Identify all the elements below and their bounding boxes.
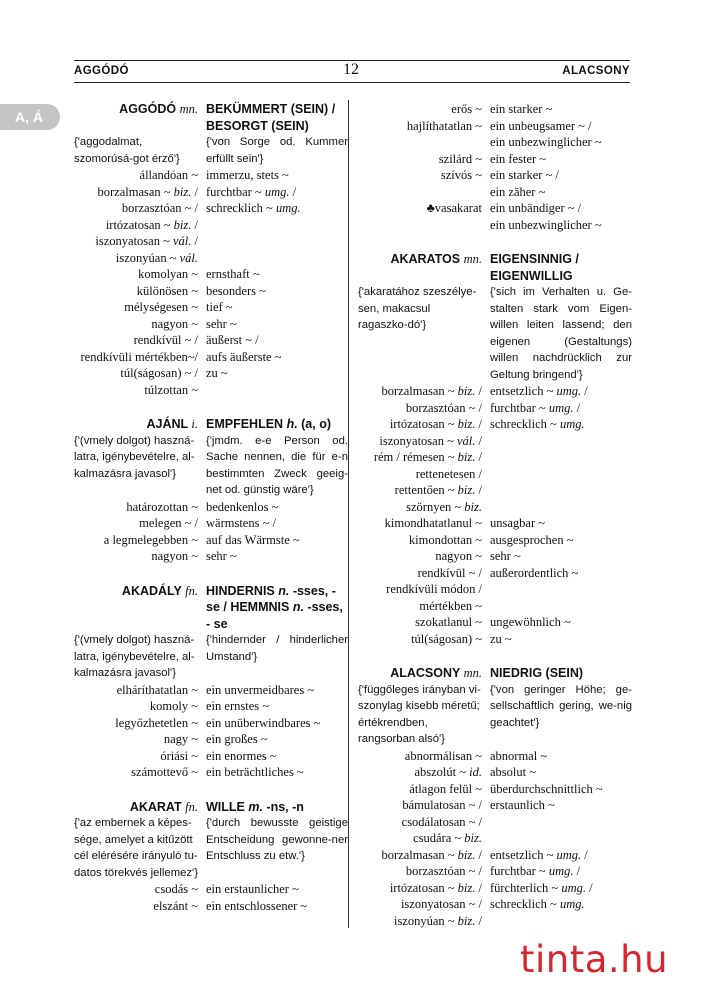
collocation-row (358, 764, 632, 781)
collocation-row (358, 101, 632, 118)
headword-de: EIGENSINNIG / EIGENWILLIG (490, 252, 579, 283)
collocation-row (74, 332, 348, 349)
part-of-speech: fn. (185, 583, 198, 598)
collocation-hu: elháríthatatlan ~ (116, 682, 198, 697)
collocation-row (358, 449, 632, 466)
collocation-de: ein enormes ~ (206, 748, 277, 763)
collocation-de: sehr ~ (206, 316, 237, 331)
collocation-de: schrecklich ~ umg. (206, 201, 301, 215)
collocation-hu: csudára ~ biz. (413, 831, 482, 845)
collocation-row (74, 266, 348, 283)
part-of-speech: fn. (185, 799, 198, 814)
entry-spacer (358, 647, 632, 665)
collocation-row (358, 134, 632, 151)
collocation-hu: mélységesen ~ (124, 300, 198, 314)
collocation-row (74, 365, 348, 382)
headword-text: AJÁNL (146, 417, 192, 431)
collocation-hu: kimondottan ~ (408, 532, 482, 547)
collocation-hu: iszonyúan ~ biz. / (393, 913, 482, 928)
collocation-hu: túlzottan ~ (144, 382, 198, 397)
collocation-hu: elszánt ~ (153, 898, 198, 913)
collocation-hu: iszonyatosan ~ vál. / (379, 433, 482, 448)
collocation-row (358, 548, 632, 565)
collocation-de: bedenkenlos ~ (206, 499, 279, 514)
collocation-row (74, 499, 348, 516)
collocation-row (358, 565, 632, 582)
collocation-hu: iszonyatosan ~ vál. / (95, 234, 198, 248)
gloss-hu: {'függőleges irányban vi-szonylag kisebb méretű; értékrendben, rangsorban alsó'} (358, 683, 481, 745)
collocation-hu: rendkívül ~ / (133, 333, 198, 347)
gloss-row (74, 433, 348, 499)
collocation-de: aufs äußerste ~ (206, 349, 282, 364)
gloss-row (358, 284, 632, 383)
collocation-row (358, 433, 632, 450)
collocation-de: ein starker ~ / (490, 168, 559, 182)
collocation-hu: nagyon ~ (151, 549, 198, 563)
collocation-de: überdurchschnittlich ~ (490, 781, 603, 796)
collocation-hu: szörnyen ~ biz. (406, 499, 482, 514)
gloss-row (358, 682, 632, 748)
headword-de: WILLE m. -ns, -n (206, 799, 304, 814)
collocation-hu: mértékben ~ (419, 598, 482, 613)
gloss-de: {'jmdm. e-e Person od. Sache nennen, die für e-n bestimmten Zweck geeig-net od. günstig wäre'} (206, 434, 348, 496)
collocation-row (358, 118, 632, 135)
collocation-row (358, 532, 632, 549)
headword-hu (74, 799, 206, 816)
collocation-de: ungewöhnlich ~ (490, 615, 571, 629)
headword-text: AKADÁLY (121, 583, 186, 598)
collocation-row (74, 283, 348, 300)
collocation-hu: túl(ságosan) ~ / (120, 366, 198, 380)
collocation-de: furchtbar ~ umg. / (206, 184, 297, 199)
collocation-hu: komolyan ~ (138, 267, 198, 281)
collocation-hu: rettenetesen / (415, 466, 482, 481)
collocation-de: entsetzlich ~ umg. / (490, 384, 588, 398)
collocation-de: ein starker ~ (490, 102, 553, 116)
collocation-row (358, 814, 632, 831)
headword-hu (358, 251, 490, 268)
gloss-row (74, 632, 348, 682)
collocation-row (358, 797, 632, 814)
column-divider (348, 100, 349, 928)
collocation-de: wärmstens ~ / (206, 516, 276, 530)
headword-row (74, 416, 348, 433)
collocation-hu: szilárd ~ (438, 151, 482, 166)
collocation-row (74, 682, 348, 699)
collocation-row (358, 499, 632, 516)
collocation-row (358, 598, 632, 615)
collocation-de: abnormal ~ (490, 748, 548, 763)
collocation-de: tief ~ (206, 300, 233, 314)
headword-row (74, 799, 348, 816)
collocation-row (358, 614, 632, 631)
collocation-de: ein zäher ~ (490, 184, 546, 199)
collocation-row (74, 515, 348, 532)
collocation-hu: szokatlanul ~ (415, 615, 482, 629)
collocation-de: furchtbar ~ umg. / (490, 864, 581, 878)
collocation-hu: átlagon felül ~ (409, 781, 482, 796)
headword-de: HINDERNIS n. -sses, - se / HEMMNIS n. -sses, - se (206, 583, 343, 631)
entry-spacer (358, 233, 632, 251)
collocation-hu: nagyon ~ (151, 316, 198, 331)
collocation-de: ein entschlossener ~ (206, 898, 308, 913)
letter-thumb-tab: A, Á (0, 104, 60, 130)
collocation-de: ein unbändiger ~ / (490, 201, 582, 215)
collocation-de: ein ernstes ~ (206, 699, 269, 713)
running-head-right: ALACSONY (562, 65, 630, 77)
gloss-hu: {'(vmely dolgot) haszná-latra, igénybevételre, al-kalmazásra javasol'} (74, 434, 195, 480)
headword-hu (358, 665, 490, 682)
collocation-row (358, 781, 632, 798)
collocation-hu: a legmelegebben ~ (103, 532, 198, 547)
collocation-row (74, 548, 348, 565)
collocation-de: furchtbar ~ umg. / (490, 400, 581, 415)
gloss-row (74, 134, 348, 167)
collocation-row (358, 416, 632, 433)
collocation-hu: rendkívüli módon / (386, 582, 482, 596)
collocation-row (74, 748, 348, 765)
running-head-left: AGGÓDÓ (74, 65, 129, 77)
entry-spacer (74, 398, 348, 416)
collocation-de: äußerst ~ / (206, 333, 259, 347)
collocation-row (358, 830, 632, 847)
collocation-de: ein beträchtliches ~ (206, 765, 304, 779)
collocation-de: erstaunlich ~ (490, 798, 555, 812)
gloss-hu: {'az embernek a képes-sége, amelyet a kitűzött cél elérésére irányuló tu-datos törekvés jellemez'} (74, 817, 198, 879)
collocation-de: schrecklich ~ umg. (490, 897, 585, 911)
headword-row (358, 665, 632, 682)
collocation-row (358, 748, 632, 765)
headword-de: BEKÜMMERT (SEIN) / BESORGT (SEIN) (206, 102, 336, 133)
collocation-row (74, 250, 348, 267)
headword-de: EMPFEHLEN h. (a, o) (206, 417, 332, 431)
collocation-de: sehr ~ (490, 549, 521, 563)
collocation-row (358, 383, 632, 400)
headword-text: AKARATOS (390, 252, 464, 266)
collocation-de: immerzu, stets ~ (206, 168, 289, 182)
right-column (358, 101, 632, 929)
collocation-hu: nagy ~ (163, 732, 198, 746)
collocation-de: ein erstaunlicher ~ (206, 882, 299, 896)
page-number: 12 (343, 61, 359, 78)
collocation-hu: kimondhatatlanul ~ (384, 516, 482, 530)
collocation-hu: legyőzhetetlen ~ (115, 715, 198, 730)
gloss-hu: {'(vmely dolgot) haszná-latra, igénybevételre, al-kalmazásra javasol'} (74, 634, 195, 679)
collocation-de: auf das Wärmste ~ (206, 532, 300, 547)
collocation-row (358, 863, 632, 880)
publisher-watermark: tinta.hu (520, 938, 669, 981)
collocation-hu: irtózatosan ~ biz. / (105, 217, 198, 232)
collocation-row (74, 764, 348, 781)
headword-row (74, 583, 348, 633)
gloss-de: {'durch bewusste geistige Entscheidung gewonne-ner Entschluss zu etw.'} (206, 817, 348, 862)
collocation-hu: borzasztóan ~ / (405, 864, 482, 878)
collocation-hu: melegen ~ / (139, 516, 198, 530)
collocation-row (74, 184, 348, 201)
collocation-de: entsetzlich ~ umg. / (490, 847, 588, 862)
collocation-de: ein fester ~ (490, 151, 547, 166)
headword-text: ALACSONY (390, 666, 464, 680)
collocation-row (358, 167, 632, 184)
collocation-row (358, 151, 632, 168)
collocation-hu: irtózatosan ~ biz. / (389, 880, 482, 895)
collocation-hu: borzalmasan ~ biz. / (381, 384, 482, 398)
gloss-de: {'sich im Verhalten u. Ge-stalten stark vom Eigen-willen leiten lassend; den eigenen (Gestaltungs) willen nachdrücklich zur Geltung bringend'} (490, 286, 632, 381)
collocation-row (74, 316, 348, 333)
headword-row (358, 251, 632, 284)
collocation-row (74, 200, 348, 217)
collocation-hu: számottevő ~ (131, 765, 198, 779)
headword-hu (74, 583, 206, 600)
collocation-de: ein unbezwinglicher ~ (490, 217, 602, 232)
headword-text: AKARAT (129, 799, 186, 814)
collocation-hu: hajlíthatatlan ~ (406, 118, 482, 133)
collocation-de: sehr ~ (206, 549, 237, 563)
entry-spacer (74, 781, 348, 799)
collocation-row (74, 698, 348, 715)
collocation-row (74, 532, 348, 549)
collocation-de: fürchterlich ~ umg. / (490, 880, 593, 895)
collocation-de: schrecklich ~ umg. (490, 417, 585, 431)
collocation-hu: nagyon ~ (435, 549, 482, 563)
collocation-row (358, 400, 632, 417)
collocation-hu: iszonyatosan ~ / (400, 897, 482, 911)
collocation-hu: borzalmasan ~ biz. / (97, 184, 198, 199)
collocation-hu: irtózatosan ~ biz. / (389, 417, 482, 431)
collocation-de: ein unbeugsamer ~ / (490, 118, 592, 133)
collocation-row (74, 349, 348, 366)
collocation-hu: határozottan ~ (126, 499, 198, 514)
collocation-hu: csodás ~ (154, 882, 198, 896)
collocation-hu: abszolút ~ id. (414, 765, 482, 779)
part-of-speech: mn. (463, 252, 482, 266)
left-column (74, 101, 348, 914)
collocation-row (358, 515, 632, 532)
collocation-hu: borzalmasan ~ biz. / (381, 847, 482, 862)
collocation-hu: rém / rémesen ~ biz. / (373, 450, 482, 464)
collocation-hu: állandóan ~ (139, 168, 198, 182)
collocation-hu: túl(ságosan) ~ (411, 631, 482, 646)
collocation-row (358, 880, 632, 897)
collocation-hu: óriási ~ (160, 748, 198, 763)
gloss-hu: {'aggodalmat, szomorúsá-got érző'} (74, 136, 180, 165)
headword-hu (74, 416, 206, 433)
collocation-hu: rettentően ~ biz. / (394, 483, 482, 497)
collocation-hu: bámulatosan ~ / (402, 798, 482, 812)
collocation-row (74, 382, 348, 399)
collocation-row (358, 913, 632, 930)
collocation-hu: borzasztóan ~ / (405, 400, 482, 415)
collocation-de: zu ~ (490, 631, 512, 646)
collocation-row (358, 482, 632, 499)
headword-row (74, 101, 348, 134)
collocation-hu: erős ~ (451, 102, 482, 116)
collocation-row (358, 200, 632, 217)
collocation-hu: komoly ~ (149, 699, 198, 713)
collocation-row (74, 881, 348, 898)
collocation-hu: különösen ~ (136, 283, 198, 298)
collocation-row (358, 896, 632, 913)
part-of-speech: mn. (463, 666, 482, 680)
collocation-de: ausgesprochen ~ (490, 532, 574, 547)
collocation-de: unsagbar ~ (490, 516, 546, 530)
collocation-row (74, 167, 348, 184)
collocation-de: zu ~ (206, 366, 228, 380)
collocation-hu: borzasztóan ~ / (121, 201, 198, 215)
collocation-row (358, 184, 632, 201)
collocation-de: ein großes ~ (206, 732, 268, 746)
collocation-row (358, 631, 632, 648)
part-of-speech: i. (191, 417, 198, 431)
collocation-row (358, 466, 632, 483)
collocation-de: ein unvermeidbares ~ (206, 682, 315, 697)
collocation-hu: rendkívüli mértékben~/ (80, 349, 198, 364)
collocation-hu: abnormálisan ~ (404, 748, 482, 763)
collocation-hu: rendkívül ~ / (417, 565, 482, 580)
collocation-row (74, 731, 348, 748)
collocation-hu: csodálatosan ~ / (401, 814, 482, 829)
collocation-de: ernsthaft ~ (206, 267, 260, 281)
collocation-row (74, 233, 348, 250)
collocation-hu: szívós ~ (440, 168, 482, 182)
headword-de: NIEDRIG (SEIN) (490, 666, 584, 680)
collocation-row (358, 581, 632, 598)
headword-text: AGGÓDÓ (119, 102, 180, 116)
gloss-de: {'von geringer Höhe; ge-sellschaftlich gering, we-nig geachtet'} (490, 683, 632, 729)
header-bottom-rule (74, 82, 630, 83)
collocation-row (74, 715, 348, 732)
entry-spacer (74, 565, 348, 583)
gloss-de: {'hindernder / hinderlicher Umstand'} (206, 634, 348, 663)
collocation-row (358, 847, 632, 864)
part-of-speech: mn. (179, 102, 198, 116)
collocation-de: außerordentlich ~ (490, 565, 579, 580)
collocation-row (358, 217, 632, 234)
collocation-row (74, 898, 348, 915)
collocation-row (74, 217, 348, 234)
gloss-hu: {'akaratához szeszélye-sen, makacsul ragaszko-dó'} (358, 286, 477, 331)
collocation-de: besonders ~ (206, 283, 266, 298)
collocation-hu: ♣vasakarat (426, 201, 482, 215)
collocation-de: ein unbezwinglicher ~ (490, 135, 602, 149)
collocation-de: ein unüberwindbares ~ (206, 715, 321, 730)
collocation-de: absolut ~ (490, 765, 536, 779)
collocation-hu: iszonyúan ~ vál. (115, 250, 198, 265)
collocation-row (74, 299, 348, 316)
gloss-de: {'von Sorge od. Kummer erfüllt sein'} (206, 136, 348, 165)
headword-hu (74, 101, 206, 118)
gloss-row (74, 815, 348, 881)
